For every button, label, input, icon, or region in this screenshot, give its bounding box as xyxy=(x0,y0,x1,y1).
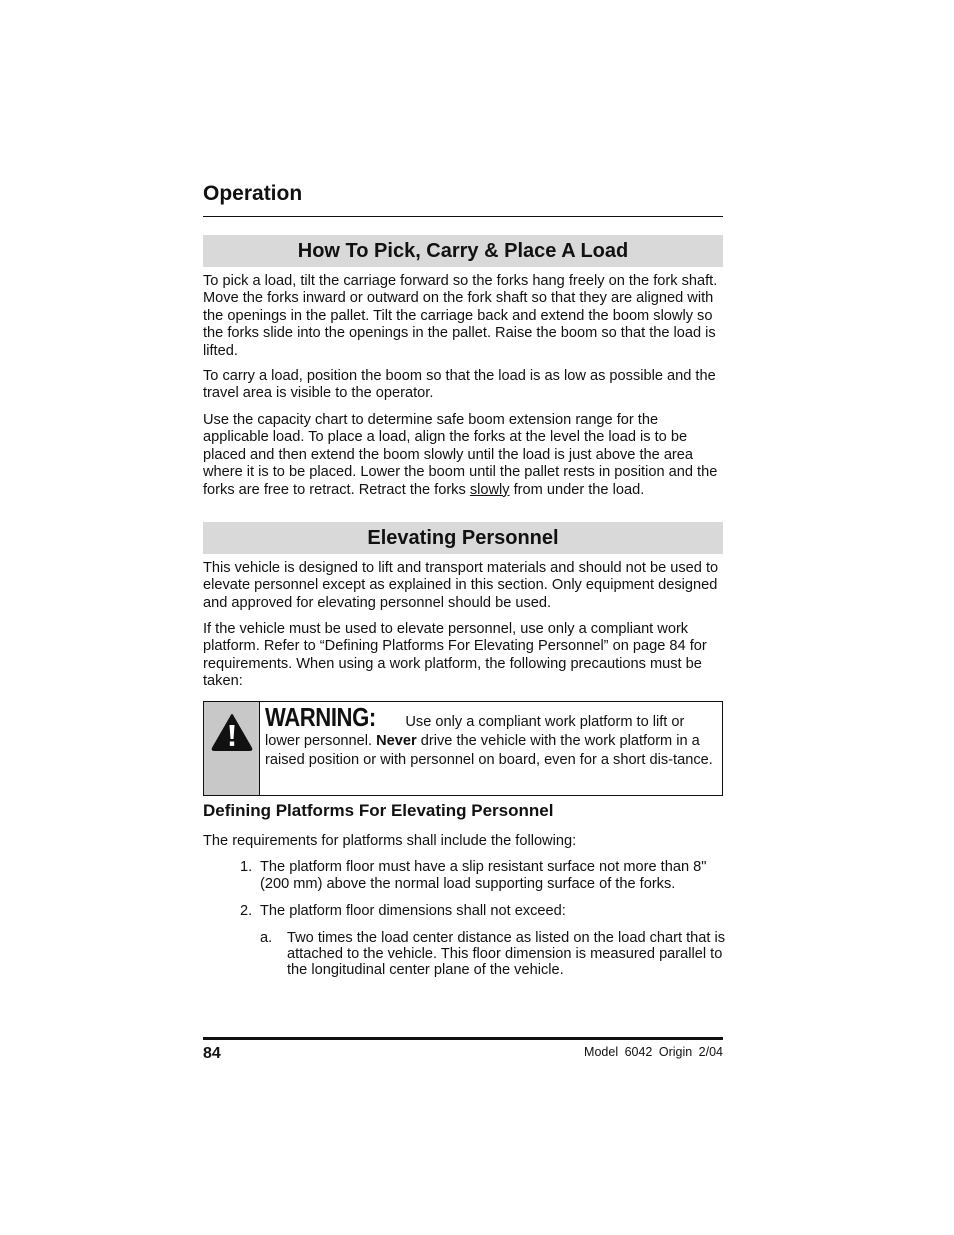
paragraph-text: from under the load. xyxy=(509,481,645,498)
warning-text-part: drive the vehicle with the work platform in a raised position or with personnel on board, even for a short dis-tance. xyxy=(265,733,713,768)
list-item-number: 2. xyxy=(240,903,253,919)
paragraph-carry-load: To carry a load, position the boom so that the load is as low as possible and the travel area is visible to the operator. xyxy=(203,368,716,402)
requirements-intro: The requirements for platforms shall include the following: xyxy=(203,833,577,849)
warning-triangle-icon xyxy=(211,713,253,751)
section-title: How To Pick, Carry & Place A Load xyxy=(297,239,629,262)
paragraph-work-platform: If the vehicle must be used to elevate personnel, use only a compliant work platform. Refer to “Defining Platforms For Elevating Personnel” on page 84 for requirements. When using a work platform, the following precautions must be taken: xyxy=(203,621,707,690)
warning-label: WARNING: xyxy=(265,702,376,732)
warning-emphasis-never: Never xyxy=(376,733,417,749)
page-number: 84 xyxy=(203,1045,221,1062)
section-title: Elevating Personnel xyxy=(367,526,559,549)
footer-model-info: Model 6042 Origin 2/04 xyxy=(584,1045,723,1059)
warning-text-part: Use only a compliant work platform to lift or lower personnel. xyxy=(265,714,685,749)
emphasis-slowly: slowly xyxy=(469,481,510,498)
sub-list-item-text: Two times the load center distance as listed on the load chart that is attached to the vehicle. This floor dimension is measured parallel to the longitudinal center plane of the vehicle. xyxy=(287,930,726,978)
warning-box xyxy=(203,701,723,796)
footer-divider xyxy=(203,1037,723,1040)
paragraph-text: Use the capacity chart to determine safe boom extension range for the applicable load. To place a load, align the forks at the level the load is to be placed and then extend the boom slowly until the load is just above the area where it is to be placed. Lower the boom until the pallet rests in position and the forks are free to retract. Retract the forks xyxy=(203,412,718,498)
sub-list-item-letter: a. xyxy=(260,930,273,946)
chapter-title: Operation xyxy=(203,182,303,205)
paragraph-vehicle-design: This vehicle is designed to lift and transport materials and should not be used to elevate personnel except as explained in this section. Only equipment designed and approved for elevating personnel should be used. xyxy=(203,560,719,611)
list-item-text: The platform floor dimensions shall not exceed: xyxy=(260,903,566,919)
list-item-text: The platform floor must have a slip resistant surface not more than 8" (200 mm) above the normal load supporting surface of the forks. xyxy=(260,859,707,893)
list-item xyxy=(240,903,720,921)
paragraph-pick-load: To pick a load, tilt the carriage forward so the forks hang freely on the fork shaft. Move the forks inward or outward on the fork shaft so that they are aligned with the openings in the pallet. Tilt the carriage back and extend the boom slowly so the forks slide into the openings in the pallet. Raise the boom so that the load is lifted. xyxy=(203,273,718,359)
subsection-title: Defining Platforms For Elevating Personnel xyxy=(203,801,554,820)
chapter-divider xyxy=(203,216,723,217)
list-item xyxy=(240,859,720,895)
warning-text xyxy=(260,702,722,795)
warning-icon-cell xyxy=(204,702,260,795)
paragraph-place-load xyxy=(203,412,723,499)
list-item-number: 1. xyxy=(240,859,253,875)
section-header-elevating-personnel xyxy=(203,522,723,554)
section-header-pick-carry-place xyxy=(203,235,723,267)
